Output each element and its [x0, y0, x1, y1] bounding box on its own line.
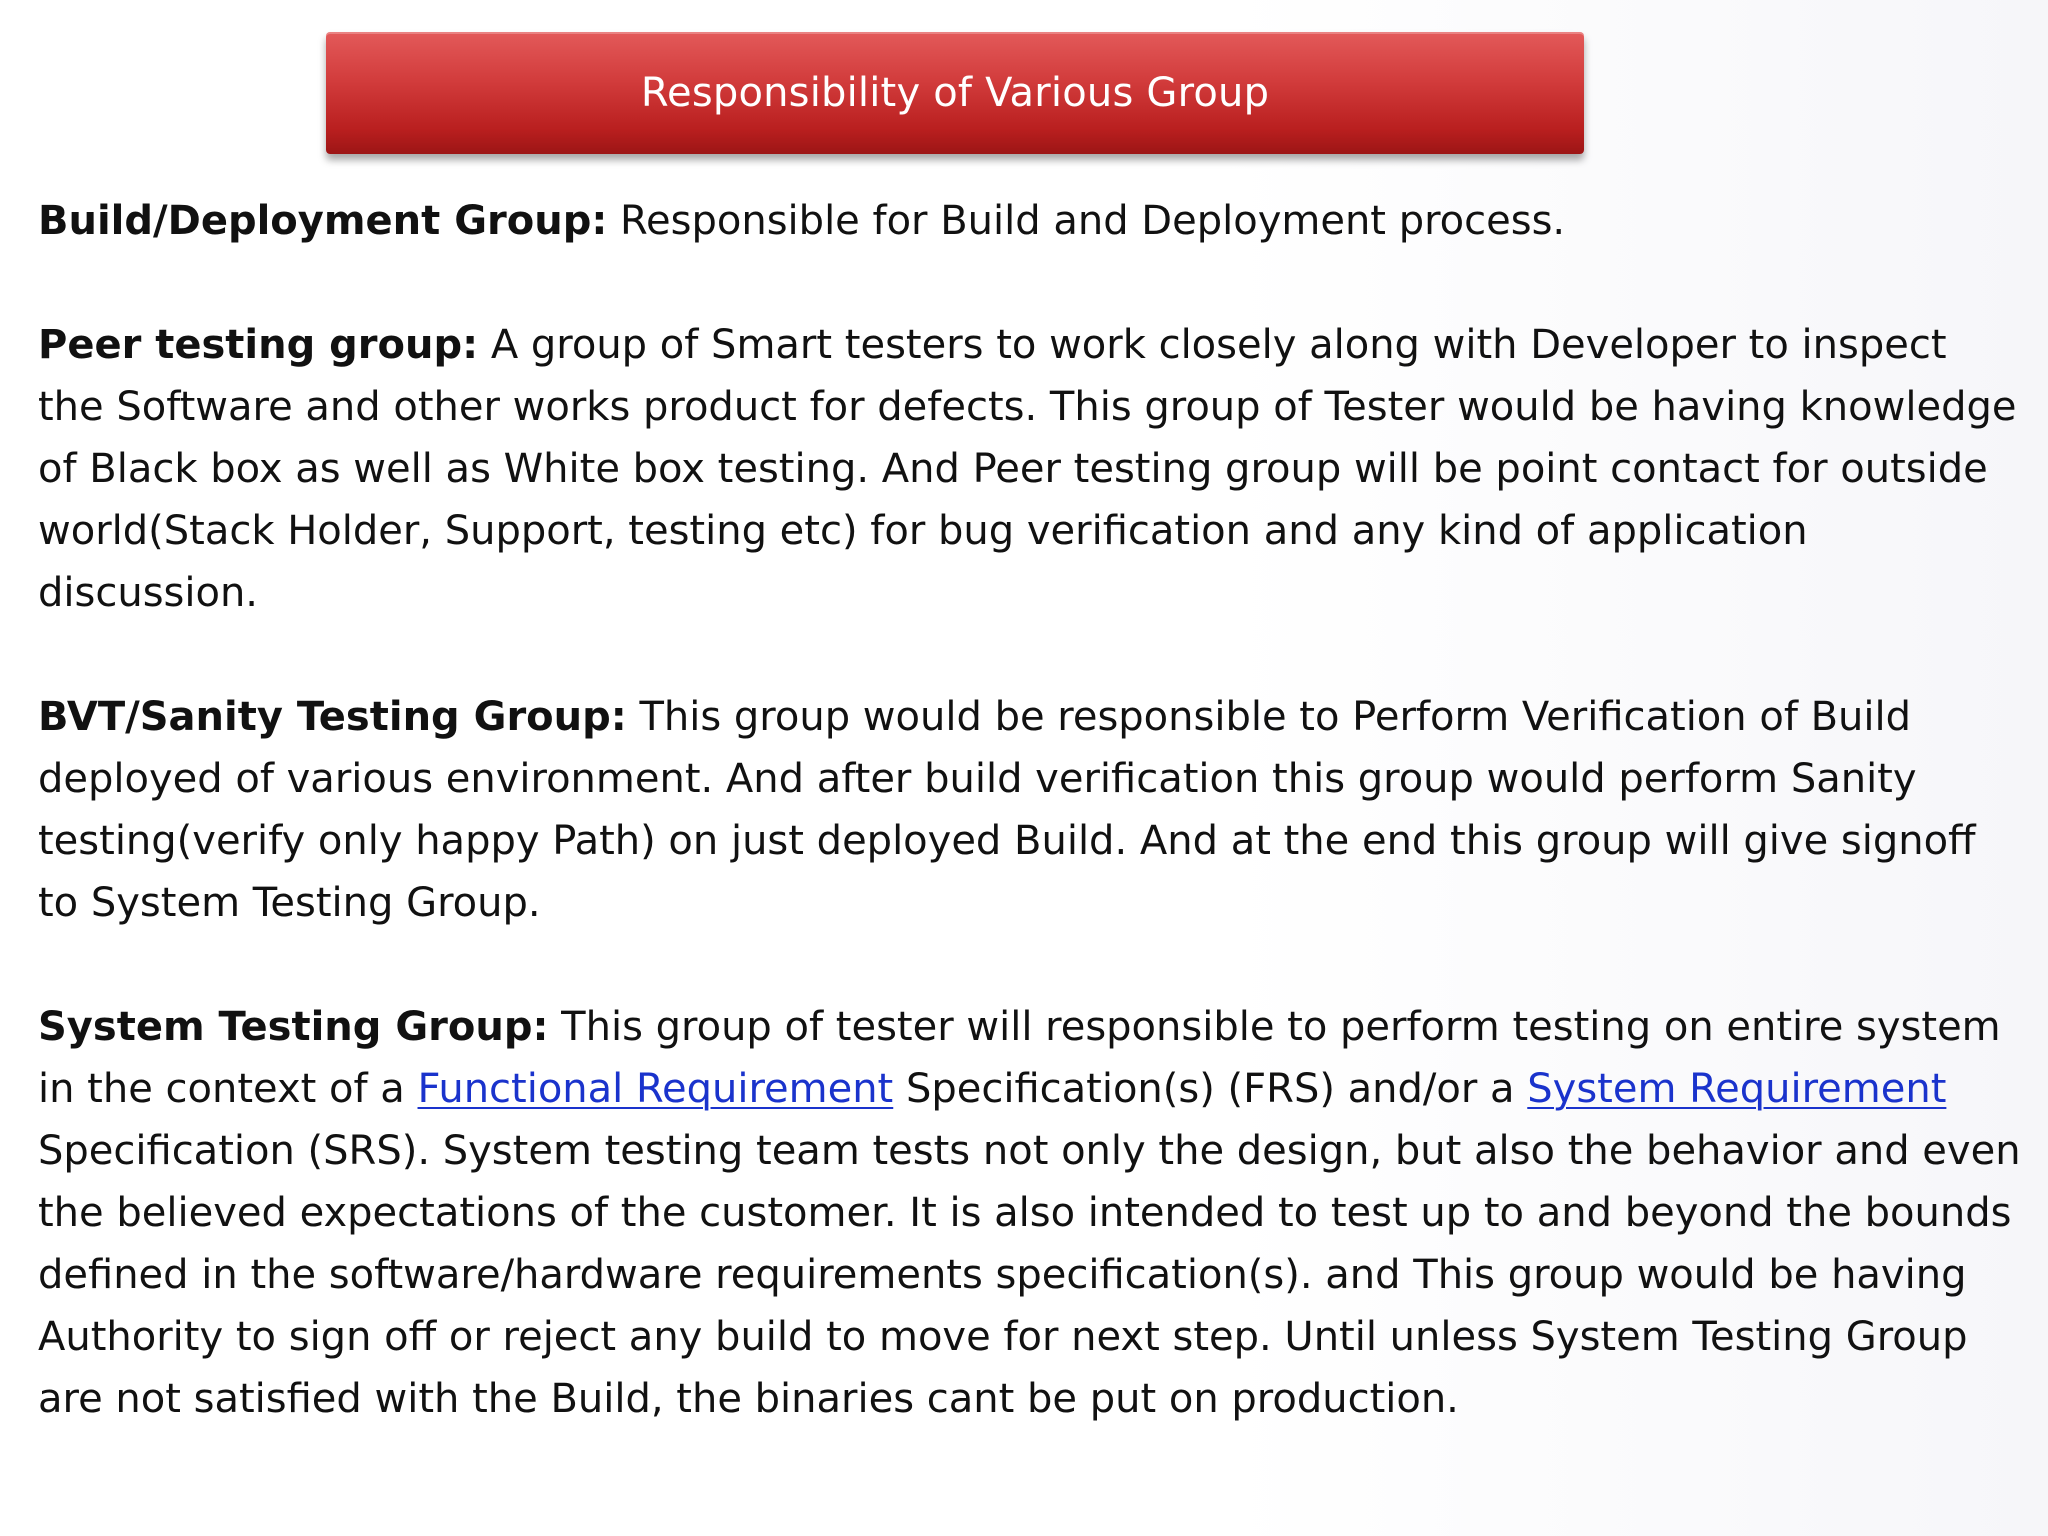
desc-build-deployment-group: Responsible for Build and Deployment process.: [607, 198, 1566, 244]
paragraph-bvt-sanity-testing-group: [38, 686, 2023, 934]
term-bvt-sanity-testing-group: BVT/Sanity Testing Group:: [38, 694, 627, 740]
title-banner: [326, 32, 1584, 154]
term-system-testing-group: System Testing Group:: [38, 1004, 549, 1050]
desc-system-testing-group-part-3: Specification (SRS). System testing team tests not only the design, but also the behavior and even the believed expectations of the customer. It is also intended to test up to and beyond the bounds defined in the software/hardware requirements specification(s). and This group would be having Authority to sign off or reject any build to move for next step. Until unless System Testing Group are not satisfied with the Build, the binaries cant be put on production.: [38, 1128, 2021, 1422]
paragraph-system-testing-group: [38, 996, 2023, 1430]
link-system-requirement[interactable]: System Requirement: [1527, 1066, 1947, 1112]
paragraph-build-deployment-group: [38, 190, 2023, 252]
link-functional-requirement[interactable]: Functional Requirement: [417, 1066, 894, 1112]
desc-system-testing-group-part-1: This group of tester will responsible to perform testing on entire system in the context of a: [38, 1004, 2001, 1112]
term-peer-testing-group: Peer testing group:: [38, 322, 479, 368]
desc-peer-testing-group: A group of Smart testers to work closely along with Developer to inspect the Software and other works product for defects. This group of Tester would be having knowledge of Black box as well as White box testing. And Peer testing group will be point contact for outside world(Stack Holder, Support, testing etc) for bug verification and any kind of application discussion.: [38, 322, 2017, 616]
slide-body: [38, 190, 2023, 1430]
desc-bvt-sanity-testing-group: This group would be responsible to Perform Verification of Build deployed of various environment. And after build verification this group would perform Sanity testing(verify only happy Path) on just deployed Build. And at the end this group will give signoff to System Testing Group.: [38, 694, 1976, 926]
desc-system-testing-group-part-2: Specification(s) (FRS) and/or a: [893, 1066, 1528, 1112]
term-build-deployment-group: Build/Deployment Group:: [38, 198, 608, 244]
paragraph-peer-testing-group: [38, 314, 2023, 624]
slide-title: Responsibility of Various Group: [640, 70, 1270, 116]
